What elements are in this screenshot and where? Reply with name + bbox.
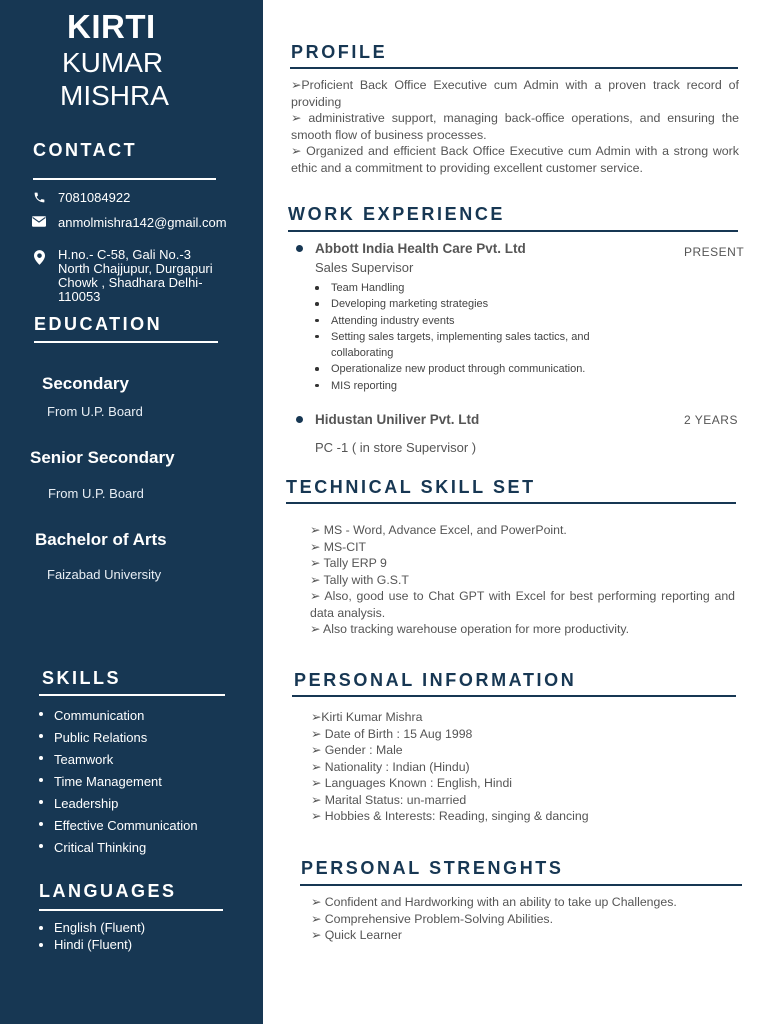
profile-line: ➢ Organized and efficient Back Office Executive cum Admin with a strong work ethic and a commitment to providing excellent customer service. [291,144,739,175]
strength-item: ➢ Quick Learner [311,928,402,942]
education-board: Faizabad University [47,567,162,582]
profile-heading: PROFILE [291,42,388,62]
job-bullet [296,416,303,423]
profile-divider [290,67,738,69]
duty-item: Setting sales targets, implementing sales tactics, and collaborating [315,329,605,362]
education-title: Senior Secondary [30,448,175,467]
profile-line: ➢Proficient Back Office Executive cum Admin with a proven track record of providing [291,78,739,109]
strengths-heading: PERSONAL STRENGHTS [301,858,564,878]
personal-divider [292,695,736,697]
job-company: Hidustan Uniliver Pvt. Ltd [315,412,480,427]
work-divider [288,230,738,232]
address-line: 110053 [58,289,101,304]
job-period: PRESENT [684,245,745,259]
address-line: Chowk , Shadhara Delhi- [58,275,203,290]
job-company: Abbott India Health Care Pvt. Ltd [315,241,526,256]
sidebar [0,0,263,1024]
contact-address [58,248,213,304]
skill-item: Time Management [39,771,198,793]
education-title: Bachelor of Arts [35,530,167,549]
personal-item: ➢Kirti Kumar Mishra [311,710,423,724]
contact-email[interactable]: anmolmishra142@gmail.com [58,215,227,230]
job-role: PC -1 ( in store Supervisor ) [315,440,477,455]
location-pin-icon [34,250,45,265]
language-item: Hindi (Fluent) [39,936,145,953]
skill-item: Effective Communication [39,815,198,837]
languages-divider [39,909,223,911]
duty-item: Team Handling [315,280,605,296]
strengths-list [311,894,677,944]
strength-item: ➢ Confident and Hardworking with an ability to take up Challenges. [311,895,677,909]
phone-icon [33,191,46,204]
mail-icon [32,216,46,227]
duty-item: Operationalize new product through communication. [315,361,605,377]
profile-text [291,77,739,176]
skill-item: Critical Thinking [39,837,198,859]
job-period: 2 YEARS [684,413,738,427]
skill-item: Public Relations [39,727,198,749]
strengths-divider [300,884,742,886]
personal-list [311,709,589,825]
job-bullet [296,245,303,252]
name-last: MISHRA [60,80,169,111]
duty-item: Developing marketing strategies [315,296,605,312]
education-title: Secondary [42,374,129,393]
language-item: English (Fluent) [39,919,145,936]
technical-item: ➢ MS-CIT [310,539,367,554]
education-heading: EDUCATION [34,314,163,334]
technical-item: ➢ Also, good use to Chat GPT with Excel for best performing reporting and data analysis. [310,589,735,620]
contact-divider [33,178,216,180]
contact-heading: CONTACT [33,140,138,160]
technical-item: ➢ Tally ERP 9 [310,556,387,570]
strength-item: ➢ Comprehensive Problem-Solving Abilities. [311,911,553,926]
skill-item: Leadership [39,793,198,815]
technical-item: ➢ Also tracking warehouse operation for more productivity. [310,622,630,636]
education-board: From U.P. Board [48,486,144,501]
contact-phone[interactable]: 7081084922 [58,190,131,205]
personal-item: ➢ Nationality : Indian (Hindu) [311,759,470,774]
personal-item: ➢ Date of Birth : 15 Aug 1998 [311,726,473,741]
address-line: H.no.- C-58, Gali No.-3 [58,247,191,262]
education-board: From U.P. Board [47,404,143,419]
languages-list [39,919,145,953]
technical-item: ➢ MS - Word, Advance Excel, and PowerPoint. [310,523,567,537]
personal-item: ➢ Marital Status: un-married [311,792,467,807]
personal-heading: PERSONAL INFORMATION [294,670,577,690]
duty-item: Attending industry events [315,313,605,329]
name-middle: KUMAR [62,47,164,78]
technical-item: ➢ Tally with G.S.T [310,572,409,587]
name-first: KIRTI [67,8,156,45]
skills-heading: SKILLS [42,668,122,688]
personal-item: ➢ Languages Known : English, Hindi [311,776,513,790]
duty-item: MIS reporting [315,378,605,394]
technical-divider [286,502,736,504]
skill-item: Communication [39,705,198,727]
address-line: North Chajjupur, Durgapuri [58,261,213,276]
languages-heading: LANGUAGES [39,881,177,901]
skills-list [39,705,198,859]
job-role: Sales Supervisor [315,260,414,275]
work-heading: WORK EXPERIENCE [288,204,506,224]
profile-line: ➢ administrative support, managing back-office operations, and ensuring the smooth flow of business processes. [291,111,739,142]
technical-list [310,522,735,638]
skill-item: Teamwork [39,749,198,771]
personal-item: ➢ Gender : Male [311,743,403,757]
personal-item: ➢ Hobbies & Interests: Reading, singing & dancing [311,809,589,823]
skills-divider [39,694,225,696]
job-duties [315,280,605,394]
technical-heading: TECHNICAL SKILL SET [286,477,536,497]
education-divider [34,341,218,343]
